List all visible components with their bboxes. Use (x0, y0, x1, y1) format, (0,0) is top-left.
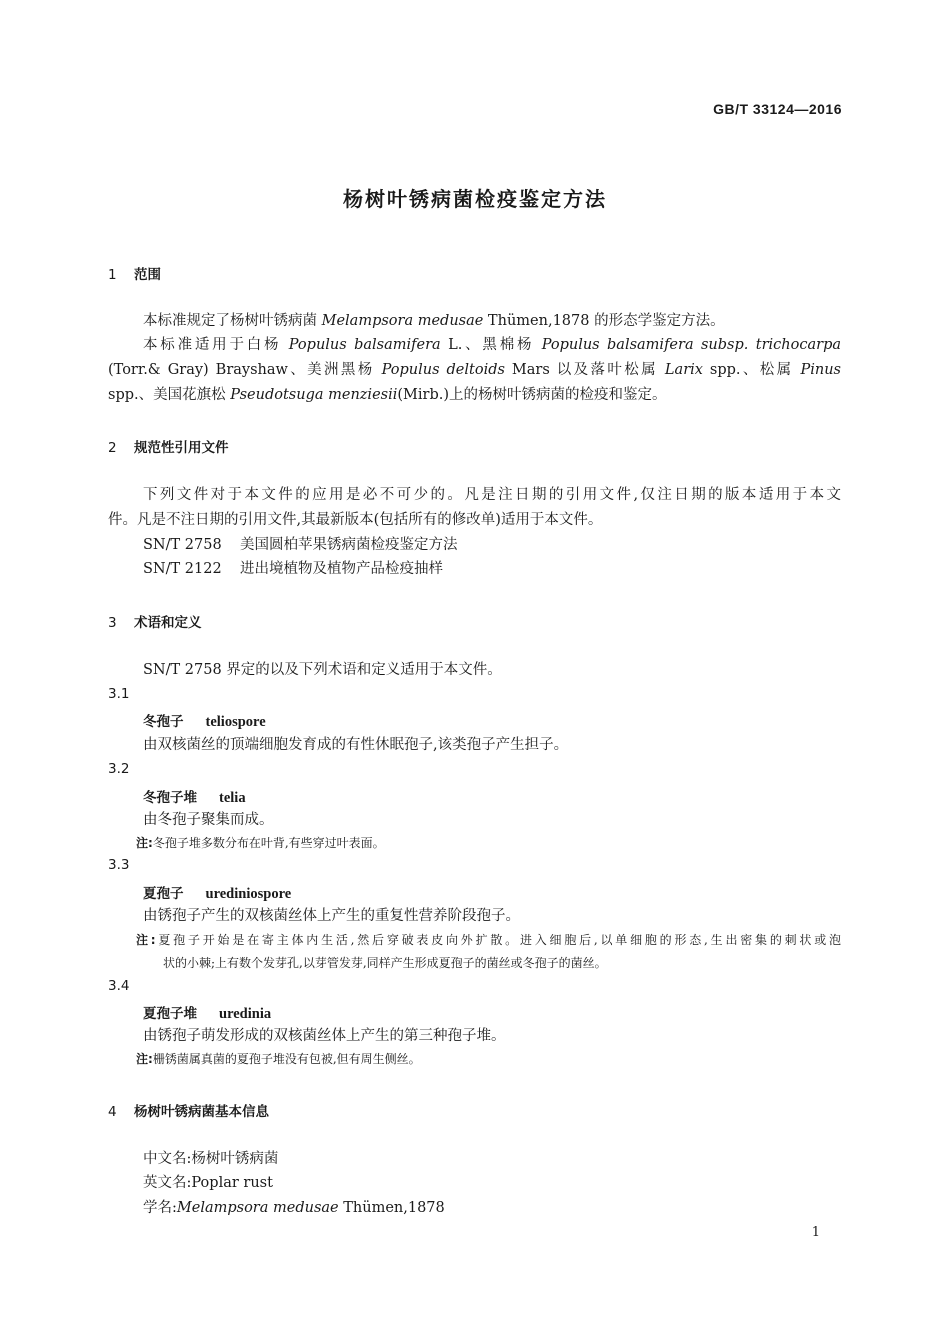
english-name: 英文名:Poplar rust (143, 1175, 273, 1191)
references-paragraph-line-1: 下列文件对于本文件的应用是必不可少的。凡是注日期的引用文件,仅注日期的版本适用于本文 (143, 487, 841, 503)
section-3-heading (108, 611, 202, 631)
section-title: 杨树叶锈病菌基本信息 (134, 1104, 269, 1120)
section-title: 术语和定义 (134, 615, 202, 631)
term-name: 冬孢子 teliospore (143, 714, 266, 730)
term-definition: 由双核菌丝的顶端细胞发育成的有性休眠孢子,该类孢子产生担子。 (143, 737, 569, 753)
term-note: 注:夏孢子开始是在寄主体内生活,然后穿破表皮向外扩散。进入细胞后,以单细胞的形态,生出密集的刺状或泡 (136, 933, 841, 947)
page-number: 1 (811, 1225, 820, 1240)
term-number: 3.3 (108, 857, 130, 873)
reference-title: 进出境植物及植物产品检疫抽样 (240, 561, 443, 577)
standard-code: GB/T 33124—2016 (713, 101, 842, 117)
scope-paragraph-1: 本标准规定了杨树叶锈病菌 Melampsora medusae Thümen,1878 的形态学鉴定方法。 (143, 313, 725, 329)
section-4-heading (108, 1100, 269, 1120)
scientific-name-line: 学名:Melampsora medusae Thümen,1878 (143, 1200, 445, 1216)
section-number: 3 (108, 615, 117, 631)
chinese-name: 中文名:杨树叶锈病菌 (143, 1151, 279, 1167)
scope-paragraph-2-line-3: spp.、美国花旗松 Pseudotsuga menziesii(Mirb.)上的杨树叶锈病菌的检疫和鉴定。 (108, 387, 667, 403)
note-label: 注: (136, 1052, 153, 1066)
reference-code: SN/T 2122 (143, 561, 222, 577)
term-number: 3.2 (108, 761, 130, 777)
section-title: 范围 (134, 267, 161, 283)
section-1-heading (108, 263, 161, 283)
document-title: 杨树叶锈病菌检疫鉴定方法 (343, 187, 607, 211)
section-2-heading (108, 436, 229, 456)
note-label: 注: (136, 836, 153, 850)
term-note-continued: 状的小棘;上有数个发芽孔,以芽管发芽,同样产生形成夏孢子的菌丝或冬孢子的菌丝。 (163, 956, 607, 970)
term-number: 3.1 (108, 686, 130, 702)
terms-intro: SN/T 2758 界定的以及下列术语和定义适用于本文件。 (143, 662, 502, 678)
term-name: 冬孢子堆 telia (143, 790, 246, 806)
term-definition: 由冬孢子聚集而成。 (143, 812, 274, 828)
section-number: 2 (108, 440, 117, 456)
scope-paragraph-2-line-2: (Torr.& Gray) Brayshaw、美洲黑杨 Populus deltoids Mars 以及落叶松属 Larix spp.、松属 Pinus (108, 362, 841, 378)
term-definition: 由锈孢子产生的双核菌丝体上产生的重复性营养阶段孢子。 (143, 908, 520, 924)
scientific-name: Melampsora medusae (176, 1200, 339, 1216)
term-note: 注:栅锈菌属真菌的夏孢子堆没有包被,但有周生侧丝。 (136, 1052, 421, 1066)
note-label: 注: (136, 933, 156, 947)
references-paragraph-line-2: 件。凡是不注日期的引用文件,其最新版本(包括所有的修改单)适用于本文件。 (108, 512, 603, 528)
term-number: 3.4 (108, 978, 130, 994)
reference-code: SN/T 2758 (143, 537, 222, 553)
term-definition: 由锈孢子萌发形成的双核菌丝体上产生的第三种孢子堆。 (143, 1028, 506, 1044)
section-number: 1 (108, 267, 117, 283)
term-name: 夏孢子堆 uredinia (143, 1006, 272, 1022)
section-number: 4 (108, 1104, 117, 1120)
scope-paragraph-2-line-1: 本标准适用于白杨 Populus balsamifera L.、黑棉杨 Populus balsamifera subsp. trichocarpa (143, 337, 841, 353)
section-title: 规范性引用文件 (134, 440, 229, 456)
reference-title: 美国圆柏苹果锈病菌检疫鉴定方法 (240, 537, 458, 553)
reference-item (143, 557, 443, 581)
scientific-name: Melampsora medusae (321, 313, 484, 329)
reference-item (143, 533, 458, 557)
term-name: 夏孢子 urediniospore (143, 886, 292, 902)
term-note: 注:冬孢子堆多数分布在叶背,有些穿过叶表面。 (136, 836, 385, 850)
